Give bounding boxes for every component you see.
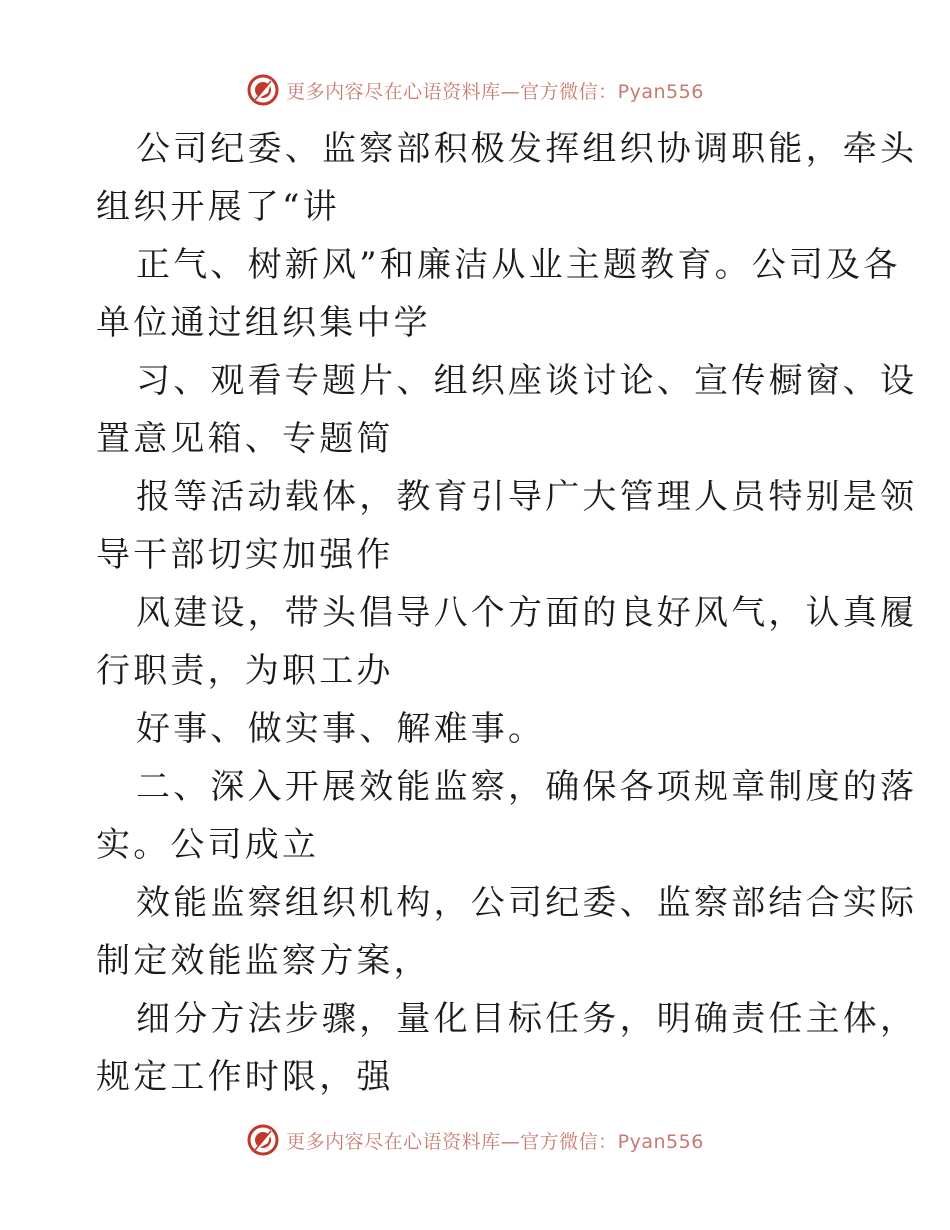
header-banner	[0, 70, 950, 110]
paragraph-line: 好事、做实事、解难事。	[136, 709, 546, 749]
paragraph-line: 制定效能监察方案，	[96, 941, 431, 981]
paragraph-line: 报等活动载体，教育引导广大管理人员特别是领	[136, 477, 918, 517]
paragraph-line: 习、观看专题片、组织座谈讨论、宣传橱窗、设	[136, 361, 918, 401]
quill-logo-icon	[246, 73, 280, 107]
section-heading-line: 二、深入开展效能监察，确保各项规章制度的落	[136, 767, 918, 807]
paragraph-line: 规定工作时限，强	[96, 1057, 394, 1097]
quill-logo-icon	[246, 1123, 280, 1157]
paragraph-line: 组织开展了“讲	[96, 187, 340, 227]
header-banner-text: 更多内容尽在心语资料库—官方微信：Pyan556	[286, 80, 704, 103]
footer-banner-text: 更多内容尽在心语资料库—官方微信：Pyan556	[286, 1130, 704, 1153]
paragraph-line: 置意见箱、专题简	[96, 419, 394, 459]
paragraph-line: 行职责，为职工办	[96, 651, 394, 691]
paragraph-line: 公司纪委、监察部积极发挥组织协调职能，牵头	[136, 129, 918, 169]
paragraph-line: 单位通过组织集中学	[96, 303, 431, 343]
paragraph-line: 实。公司成立	[96, 825, 320, 865]
footer-banner	[0, 1120, 950, 1160]
paragraph-line: 效能监察组织机构，公司纪委、监察部结合实际	[136, 883, 918, 923]
paragraph-line: 正气、树新风”和廉洁从业主题教育。公司及各	[136, 245, 901, 285]
paragraph-line: 导干部切实加强作	[96, 535, 394, 575]
paragraph-line: 细分方法步骤，量化目标任务，明确责任主体，	[136, 999, 918, 1039]
paragraph-line: 风建设，带头倡导八个方面的良好风气，认真履	[136, 593, 918, 633]
document-body	[96, 120, 918, 1106]
